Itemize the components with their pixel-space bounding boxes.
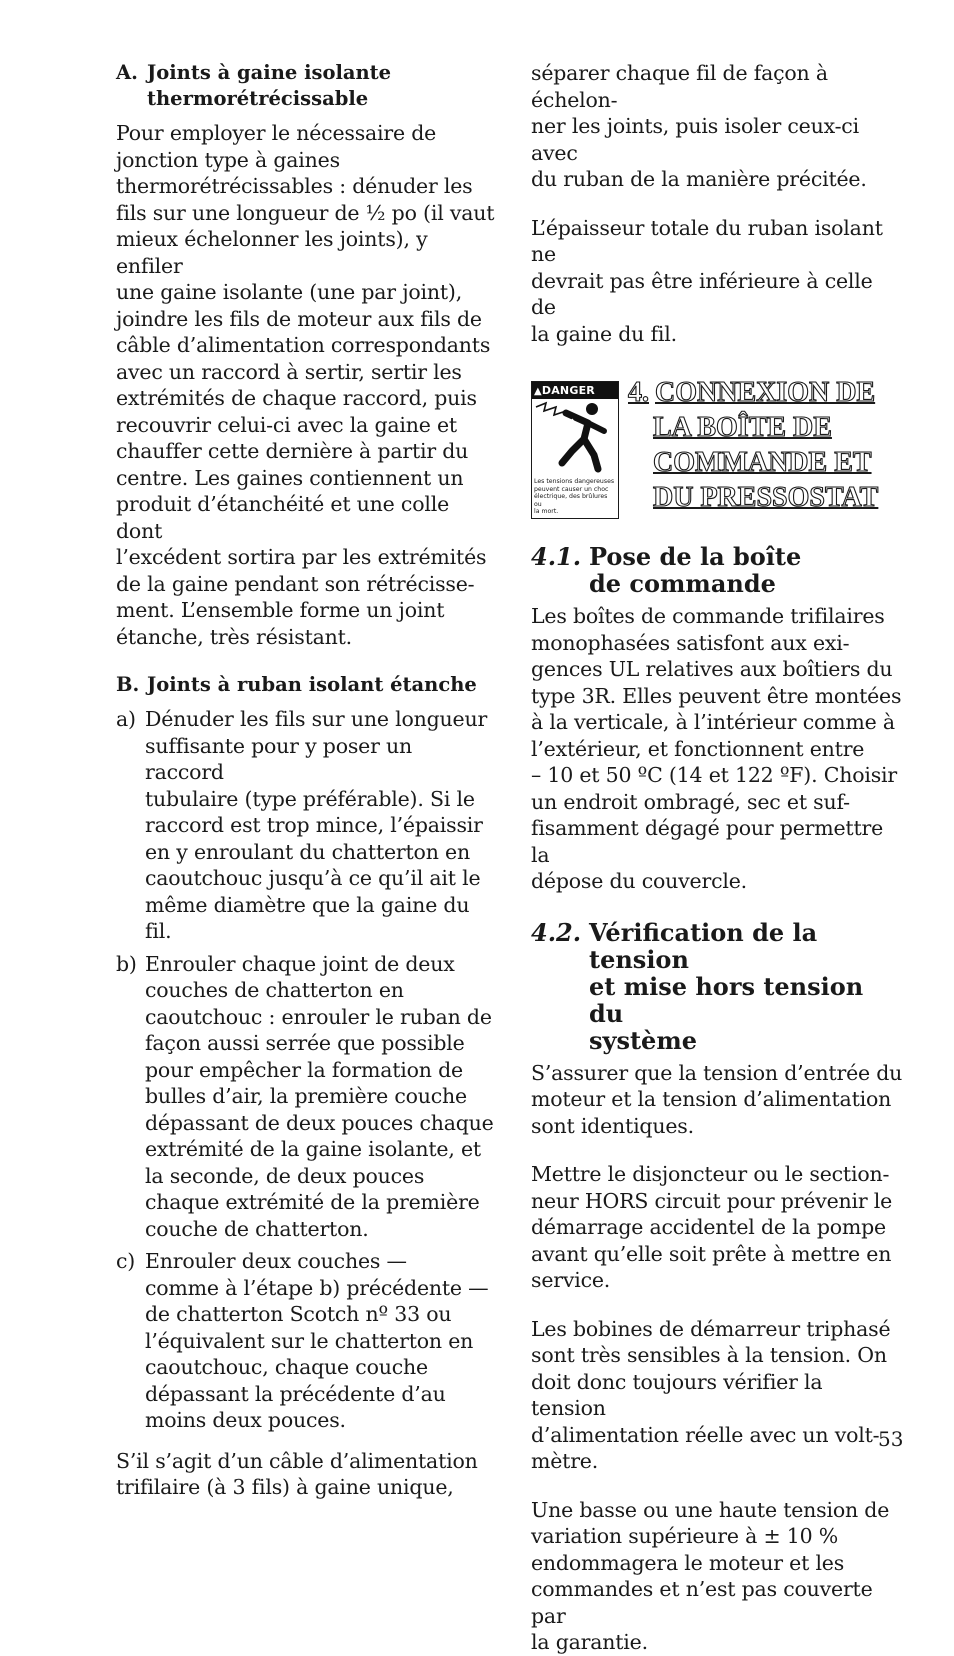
heading-line: système	[589, 1025, 697, 1055]
text-line: tubulaire (type préférable). Si le	[145, 786, 475, 811]
heading-4-1	[531, 543, 903, 597]
list-item	[116, 951, 496, 1243]
text-line: sont identiques.	[531, 1113, 694, 1138]
text-line: de chatterton Scotch nº 33 ou	[145, 1302, 452, 1326]
list-item-label: a)	[116, 707, 136, 731]
text-line: un endroit ombragé, sec et suf-	[531, 789, 850, 814]
text-line: S’il s’agit d’un câble d’alimentation	[116, 1448, 478, 1473]
text-line: produit d’étanchéité et une colle dont	[116, 492, 450, 543]
paragraph-single-cable	[116, 1448, 496, 1501]
text-line: mètre.	[531, 1449, 599, 1473]
text-line: caoutchouc, chaque couche	[145, 1355, 428, 1379]
text-line: pour empêcher la formation de	[145, 1057, 463, 1082]
paragraph-separate-wires	[531, 60, 903, 193]
text-line: couches de chatterton en	[145, 978, 404, 1002]
subheading-b	[116, 672, 496, 698]
text-line: suffisante pour y poser un raccord	[145, 733, 413, 784]
text-line: Dénuder les fils sur une longueur	[145, 707, 488, 731]
text-line: séparer chaque fil de façon à échelon-	[531, 61, 828, 112]
subheading-line: thermorétrécissable	[147, 87, 369, 110]
heading-number: 4.2.	[531, 917, 582, 947]
danger-header	[532, 382, 618, 399]
text-line: en y enroulant du chatterton en	[145, 839, 470, 864]
text-line: jonction type à gaines	[116, 147, 340, 172]
text-line: même diamètre que la gaine du fil.	[145, 892, 470, 943]
text-line: type 3R. Elles peuvent être montées	[531, 683, 902, 708]
heading-number: 4.1.	[531, 542, 582, 571]
text-line: démarrage accidentel de la pompe	[531, 1215, 886, 1239]
text-line: Mettre le disjoncteur ou le section-	[531, 1162, 890, 1186]
text-line: chauffer cette dernière à partir du	[116, 439, 469, 463]
text-line: du ruban de la manière précitée.	[531, 167, 867, 191]
text-line: moins deux pouces.	[145, 1408, 346, 1432]
text-line: doit donc toujours vérifier la tension	[531, 1369, 823, 1420]
text-line: couche de chatterton.	[145, 1216, 369, 1241]
text-line: avant qu’elle soit prête à mettre en	[531, 1241, 892, 1266]
text-line: dépassant la précédente d’au	[145, 1381, 446, 1406]
text-line: S’assurer que la tension d’entrée du	[531, 1060, 903, 1085]
text-line: comme à l’étape b) précédente —	[145, 1275, 489, 1300]
text-line: peuvent causer un choc	[534, 485, 609, 493]
subheading-line: Joints à ruban isolant étanche	[147, 673, 477, 696]
text-line: bulles d’air, la première couche	[145, 1084, 467, 1108]
text-line: électrique, des brûlures ou	[534, 493, 608, 508]
text-line: une gaine isolante (une par joint),	[116, 280, 463, 304]
text-line: la mort.	[534, 508, 559, 516]
heading-line: Pose de la boîte	[589, 542, 802, 571]
text-line: la garantie.	[531, 1630, 648, 1654]
electric-shock-icon	[532, 399, 618, 479]
subheading-line: Joints à gaine isolante	[147, 61, 392, 84]
heading-line: et mise hors tension du	[589, 971, 864, 1028]
text-line: Pour employer le nécessaire de	[116, 121, 437, 145]
text-line: centre. Les gaines contiennent un	[116, 465, 464, 490]
text-line: Enrouler deux couches —	[145, 1249, 407, 1273]
list-item-label: c)	[116, 1249, 136, 1273]
warning-triangle-icon: ▲	[534, 386, 542, 397]
text-line: à la verticale, à l’intérieur comme à	[531, 710, 895, 734]
text-line: neur HORS circuit pour prévenir le	[531, 1188, 893, 1213]
subheading-a	[116, 60, 496, 112]
text-line: commandes et n’est pas couverte par	[531, 1577, 873, 1628]
section-title	[628, 375, 878, 519]
paragraph-control-box	[531, 603, 903, 895]
text-line: étanche, très résistant.	[116, 624, 352, 649]
text-line: devrait pas être inférieure à celle de	[531, 268, 873, 319]
text-line: thermorétrécissables : dénuder les	[116, 174, 473, 198]
text-line: monophasées satisfont aux exi-	[531, 630, 850, 655]
text-line: d’alimentation réelle avec un volt-	[531, 1422, 880, 1447]
danger-text	[534, 478, 616, 516]
text-line: fisamment dégagé pour permettre la	[531, 816, 884, 867]
text-line: moteur et la tension d’alimentation	[531, 1087, 892, 1111]
text-line: Enrouler chaque joint de deux	[145, 951, 455, 976]
heading-line: Vérification de la tension	[589, 917, 818, 974]
text-line: la seconde, de deux pouces	[145, 1163, 425, 1188]
danger-label	[531, 381, 619, 519]
text-line: ment. L’ensemble forme un joint	[116, 598, 445, 622]
text-line: joindre les fils de moteur aux fils de	[116, 306, 482, 331]
subheading-label: A.	[116, 61, 138, 84]
text-line: avec un raccord à sertir, sertir les	[116, 359, 462, 384]
text-line: de la gaine pendant son rétrécisse-	[116, 571, 475, 596]
text-line: ner les joints, puis isoler ceux-ci avec	[531, 114, 859, 165]
text-line: dépassant de deux pouces chaque	[145, 1110, 494, 1135]
text-line: l’excédent sortira par les extrémités	[116, 545, 487, 569]
section-line: DU PRESSOSTAT	[653, 482, 879, 513]
section-title-text: CONNEXION DE	[655, 377, 876, 408]
text-line: gences UL relatives aux boîtiers du	[531, 657, 893, 681]
text-line: endommagera le moteur et les	[531, 1550, 845, 1575]
text-line: L’épaisseur totale du ruban isolant ne	[531, 215, 883, 266]
text-line: raccord est trop mince, l’épaissir	[145, 813, 483, 837]
text-line: façon aussi serrée que possible	[145, 1031, 465, 1055]
text-line: variation supérieure à ± 10 %	[531, 1524, 839, 1548]
paragraph-tape-thickness	[531, 215, 903, 348]
text-line: l’extérieur, et fonctionnent entre	[531, 736, 865, 761]
list-item	[116, 1248, 496, 1434]
text-line: mieux échelonner les joints), y enfiler	[116, 227, 428, 278]
paragraph-coils	[531, 1316, 903, 1475]
text-line: Les tensions dangereuses	[534, 478, 615, 486]
danger-title: DANGER	[541, 384, 595, 397]
text-line: câble d’alimentation correspondants	[116, 333, 491, 357]
text-line: la gaine du fil.	[531, 321, 677, 346]
text-line: caoutchouc jusqu’à ce qu’il ait le	[145, 866, 481, 890]
section-line: COMMANDE ET	[653, 447, 872, 478]
section-line: LA BOÎTE DE	[653, 412, 832, 443]
text-line: sont très sensibles à la tension. On	[531, 1343, 887, 1367]
section-line	[628, 377, 875, 408]
text-line: fils sur une longueur de ½ po (il vaut	[116, 200, 495, 225]
paragraph-voltage-match	[531, 1060, 903, 1140]
danger-section-header	[531, 375, 903, 519]
text-line: dépose du couvercle.	[531, 869, 747, 893]
text-line: Une basse ou une haute tension de	[531, 1497, 890, 1522]
text-line: trifilaire (à 3 fils) à gaine unique,	[116, 1475, 454, 1499]
text-line: service.	[531, 1268, 611, 1292]
text-line: extrémité de la gaine isolante, et	[145, 1137, 481, 1161]
section-number: 4.	[628, 377, 649, 408]
text-line: – 10 et 50 ºC (14 et 122 ºF). Choisir	[531, 763, 897, 787]
subheading-label: B.	[116, 673, 140, 696]
list-item-label: b)	[116, 951, 137, 976]
list-item	[116, 706, 496, 945]
paragraph-voltage-variation	[531, 1497, 903, 1656]
text-line: l’équivalent sur le chatterton en	[145, 1328, 474, 1353]
text-line: recouvrir celui-ci avec la gaine et	[116, 412, 457, 437]
text-line: Les bobines de démarreur triphasé	[531, 1316, 891, 1341]
text-line: caoutchouc : enrouler le ruban de	[145, 1004, 492, 1029]
text-line: extrémités de chaque raccord, puis	[116, 386, 477, 410]
heading-line: de commande	[589, 569, 776, 598]
text-line: Les boîtes de commande trifilaires	[531, 604, 885, 628]
heading-4-2	[531, 919, 903, 1054]
text-line: chaque extrémité de la première	[145, 1190, 480, 1214]
left-column	[116, 60, 496, 1501]
paragraph-breaker-off	[531, 1161, 903, 1294]
paragraph-heat-shrink	[116, 120, 496, 650]
page-number: 53	[878, 1427, 904, 1451]
right-column	[531, 60, 903, 1656]
